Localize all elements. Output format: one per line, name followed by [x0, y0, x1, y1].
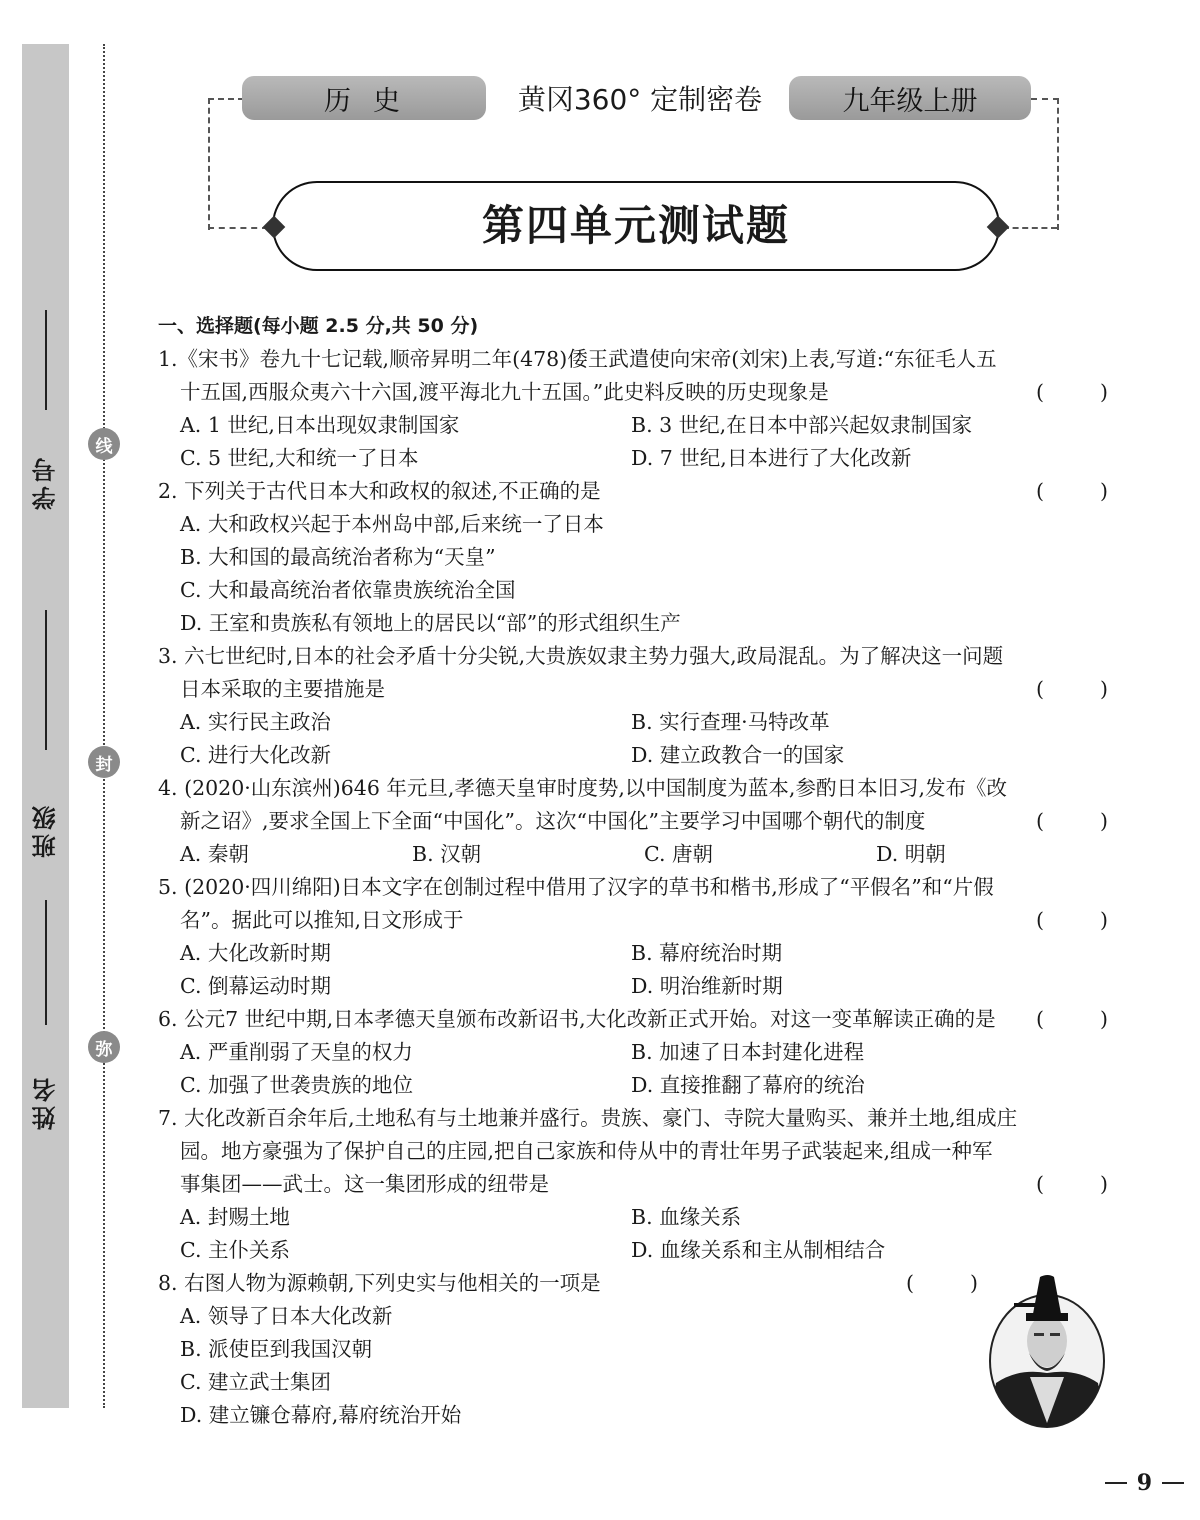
question-stem: 日本采取的主要措施是 ( ) [158, 673, 1108, 706]
question-stem: 园。地方豪强为了保护自己的庄园,把自己家族和侍从中的青壮年男子武装起来,组成一种军 [180, 1139, 993, 1163]
question-stem: 2. 下列关于古代日本大和政权的叙述,不正确的是 ( ) [158, 475, 1108, 508]
option-c[interactable]: C. 5 世纪,大和统一了日本 [180, 446, 419, 470]
student-id-label: 学号 [32, 454, 60, 510]
option-d[interactable]: D. 明朝 [876, 842, 946, 866]
option-c[interactable]: C. 倒幕运动时期 [180, 974, 331, 998]
question-stem: 6. 公元7 世纪中期,日本孝德天皇颁布改新诏书,大化改新正式开始。对这一变革解读正确的是 ( ) [158, 1003, 1108, 1036]
subject-badge: 历史 [242, 76, 486, 120]
seal-mark: 弥 [88, 1031, 120, 1063]
option-d[interactable]: D. 建立镰仓幕府,幕府统治开始 [180, 1403, 462, 1427]
option-b[interactable]: B. 血缘关系 [631, 1205, 742, 1229]
option-d[interactable]: D. 血缘关系和主从制相结合 [631, 1238, 886, 1262]
option-a[interactable]: A. 大化改新时期 [180, 941, 331, 965]
option-c[interactable]: C. 大和最高统治者依靠贵族统治全国 [180, 578, 516, 602]
name-label: 姓名 [32, 1074, 60, 1130]
option-d[interactable]: D. 明治维新时期 [631, 974, 783, 998]
header-dash-left [208, 98, 244, 230]
option-a[interactable]: A. 领导了日本大化改新 [180, 1304, 393, 1328]
option-b[interactable]: B. 3 世纪,在日本中部兴起奴隶制国家 [631, 413, 973, 437]
question-stem: 新之诏》,要求全国上下全面“中国化”。这次“中国化”主要学习中国哪个朝代的制度 ( ) [158, 805, 1108, 838]
option-c[interactable]: C. 唐朝 [644, 842, 713, 866]
question-stem: 3. 六七世纪时,日本的社会矛盾十分尖锐,大贵族奴隶主势力强大,政局混乱。为了解决这一问题 [158, 644, 1004, 668]
class-label: 班级 [32, 802, 60, 858]
option-b[interactable]: B. 大和国的最高统治者称为“天皇” [180, 545, 496, 569]
header-dash-right-bottom [1003, 227, 1057, 229]
option-d[interactable]: D. 直接推翻了幕府的统治 [631, 1073, 865, 1097]
option-d[interactable]: D. 王室和贵族私有领地上的居民以“部”的形式组织生产 [180, 611, 681, 635]
option-a[interactable]: A. 实行民主政治 [180, 710, 331, 734]
question-2 [158, 475, 1108, 640]
option-a[interactable]: A. 秦朝 [180, 842, 249, 866]
question-6 [158, 1003, 1108, 1102]
option-b[interactable]: B. 派使臣到我国汉朝 [180, 1337, 373, 1361]
question-stem: 十五国,西服众夷六十六国,渡平海北九十五国。”此史料反映的历史现象是 ( ) [158, 376, 1108, 409]
option-b[interactable]: B. 汉朝 [412, 842, 482, 866]
name-blank [45, 900, 47, 1025]
option-c[interactable]: C. 建立武士集团 [180, 1370, 331, 1394]
question-7 [158, 1102, 1108, 1267]
question-5 [158, 871, 1108, 1003]
option-b[interactable]: B. 幕府统治时期 [631, 941, 783, 965]
question-8 [158, 1267, 1108, 1432]
option-a[interactable]: A. 1 世纪,日本出现奴隶制国家 [180, 413, 460, 437]
question-stem: 事集团——武士。这一集团形成的纽带是 ( ) [158, 1168, 1108, 1201]
option-a[interactable]: A. 严重削弱了天皇的权力 [180, 1040, 413, 1064]
seal-line-mark: 线 [88, 428, 120, 460]
answer-bracket[interactable]: ( ) [1036, 380, 1108, 404]
answer-bracket[interactable]: ( ) [1036, 677, 1108, 701]
question-1 [158, 343, 1108, 475]
question-stem: 名”。据此可以推知,日文形成于 ( ) [158, 904, 1108, 937]
answer-bracket[interactable]: ( ) [906, 1271, 978, 1295]
header-dash-right [1031, 98, 1059, 230]
option-a[interactable]: A. 大和政权兴起于本州岛中部,后来统一了日本 [180, 512, 604, 536]
question-4 [158, 772, 1108, 871]
option-b[interactable]: B. 加速了日本封建化进程 [631, 1040, 865, 1064]
question-area [158, 310, 1108, 1432]
answer-bracket[interactable]: ( ) [1036, 479, 1108, 503]
page-title: 第四单元测试题 [481, 201, 790, 250]
option-d[interactable]: D. 建立政教合一的国家 [631, 743, 845, 767]
option-c[interactable]: C. 进行大化改新 [180, 743, 331, 767]
question-3 [158, 640, 1108, 772]
question-stem: 7. 大化改新百余年后,土地私有与土地兼并盛行。贵族、豪门、寺院大量购买、兼并土地,组成庄 [158, 1106, 1018, 1130]
answer-bracket[interactable]: ( ) [1036, 809, 1108, 833]
option-b[interactable]: B. 实行查理·马特改革 [631, 710, 830, 734]
question-stem: 8. 右图人物为源赖朝,下列史实与他相关的一项是 ( ) [158, 1267, 978, 1300]
option-d[interactable]: D. 7 世纪,日本进行了大化改新 [631, 446, 912, 470]
answer-bracket[interactable]: ( ) [1036, 1172, 1108, 1196]
question-stem: 4. (2020·山东滨州)646 年元旦,孝德天皇审时度势,以中国制度为蓝本,参酌日本旧习,发布《改 [158, 776, 1007, 800]
cut-line [103, 44, 105, 1408]
answer-bracket[interactable]: ( ) [1036, 908, 1108, 932]
option-a[interactable]: A. 封赐土地 [180, 1205, 290, 1229]
page-number: 9 [1105, 1470, 1184, 1496]
question-stem: 5. (2020·四川绵阳)日本文字在创制过程中借用了汉字的草书和楷书,形成了“平假名”和“片假 [158, 875, 994, 899]
option-c[interactable]: C. 加强了世袭贵族的地位 [180, 1073, 413, 1097]
minamoto-portrait-image [988, 1273, 1106, 1429]
answer-bracket[interactable]: ( ) [1036, 1007, 1108, 1031]
series-title: 黄冈360° 定制密卷 [517, 83, 763, 116]
section-title: 一、选择题(每小题 2.5 分,共 50 分) [158, 315, 479, 337]
grade-badge: 九年级上册 [789, 76, 1031, 120]
question-stem: 1.《宋书》卷九十七记载,顺帝昇明二年(478)倭王武遣使向宋帝(刘宋)上表,写道:“东征毛人五 [158, 347, 997, 371]
option-c[interactable]: C. 主仆关系 [180, 1238, 290, 1262]
seal-seal-mark: 封 [88, 746, 120, 778]
header-dash-left-bottom [208, 227, 268, 229]
class-blank [45, 610, 47, 750]
student-id-blank [45, 310, 47, 410]
